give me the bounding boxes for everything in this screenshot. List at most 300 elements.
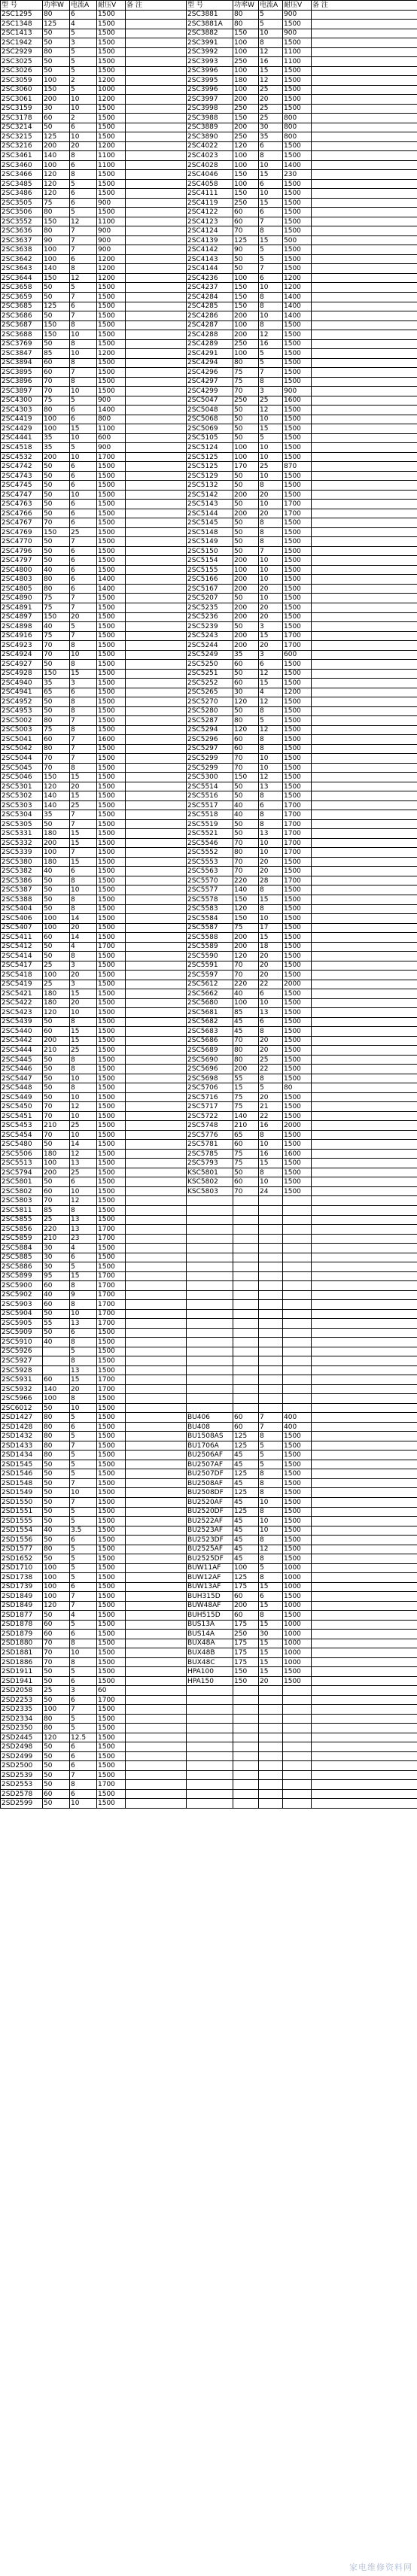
remarks-cell [312, 481, 417, 491]
power-cell [43, 1356, 70, 1366]
table-row [1, 1356, 417, 1366]
current-cell: 8 [70, 1639, 97, 1648]
power-cell [43, 1347, 70, 1356]
model-cell: 2SC5811 [1, 1206, 43, 1216]
model-cell: 2SC3636 [1, 226, 43, 236]
table-row [1, 1394, 417, 1404]
model-cell: 2SC4927 [1, 660, 43, 670]
remarks-cell [312, 838, 417, 848]
remarks-cell [312, 1573, 417, 1583]
table-row [1, 791, 417, 801]
current-cell: 6 [70, 500, 97, 509]
remarks-cell [126, 800, 187, 810]
voltage-cell: 1500 [283, 1497, 312, 1507]
current-cell: 5 [70, 1620, 97, 1630]
model-cell: 2SC5910 [1, 1338, 43, 1347]
power-cell: 80 [43, 47, 70, 57]
voltage-cell: 600 [283, 650, 312, 660]
model-cell [187, 1309, 233, 1319]
current-cell: 7 [70, 744, 97, 754]
remarks-cell [126, 886, 187, 895]
voltage-cell: 1500 [97, 773, 126, 782]
table-row [1, 914, 417, 924]
model-cell: 2SC4743 [1, 471, 43, 481]
table-row [1, 857, 417, 867]
voltage-cell [283, 1384, 312, 1394]
model-cell: 2SD2253 [1, 1695, 43, 1705]
power-cell: 75 [43, 198, 70, 208]
power-cell: 75 [233, 1092, 259, 1102]
current-cell: 6 [70, 1630, 97, 1639]
voltage-cell: 1200 [97, 349, 126, 359]
remarks-cell [126, 1469, 187, 1479]
power-cell: 45 [233, 1017, 259, 1027]
table-row [1, 462, 417, 472]
current-cell: 8 [259, 1554, 283, 1564]
current-cell: 10 [70, 490, 97, 500]
remarks-cell [312, 1121, 417, 1131]
model-cell: 2SC3988 [187, 114, 233, 123]
model-cell: 2SC5305 [1, 819, 43, 829]
current-cell: 7 [70, 1770, 97, 1780]
remarks-cell [312, 1451, 417, 1460]
model-cell: 2SC5124 [187, 443, 233, 453]
voltage-cell: 1500 [97, 500, 126, 509]
model-cell: 2SD1550 [1, 1497, 43, 1507]
voltage-cell: 2000 [283, 1121, 312, 1131]
current-cell: 6 [70, 1695, 97, 1705]
table-row [1, 1196, 417, 1206]
power-cell [233, 1356, 259, 1366]
model-cell: 2SC5686 [187, 1036, 233, 1046]
current-cell: 20 [259, 1046, 283, 1056]
power-cell: 200 [43, 838, 70, 848]
power-cell: 200 [233, 330, 259, 340]
voltage-cell: 1500 [97, 1036, 126, 1046]
power-cell: 150 [233, 773, 259, 782]
table-row [1, 1055, 417, 1065]
model-cell: 2SC5597 [187, 971, 233, 980]
power-cell: 40 [43, 867, 70, 876]
current-cell: 15 [259, 895, 283, 904]
voltage-cell: 1500 [283, 1186, 312, 1196]
remarks-cell [312, 1403, 417, 1413]
model-cell: 2SC3060 [1, 85, 43, 95]
power-cell [233, 1742, 259, 1752]
power-cell: 35 [43, 433, 70, 443]
voltage-cell: 1500 [283, 1027, 312, 1037]
voltage-cell: 1500 [283, 433, 312, 443]
current-cell: 6 [70, 518, 97, 528]
power-cell: 100 [43, 1582, 70, 1592]
model-cell: 2SC5239 [187, 622, 233, 632]
power-cell: 150 [233, 29, 259, 38]
table-row [1, 1742, 417, 1752]
power-cell [233, 1281, 259, 1291]
current-cell: 15 [70, 791, 97, 801]
table-row [1, 556, 417, 566]
voltage-cell [283, 1375, 312, 1385]
power-cell: 35 [43, 679, 70, 688]
remarks-cell [126, 518, 187, 528]
table-row [1, 763, 417, 773]
current-cell: 8 [70, 264, 97, 274]
model-cell: 2SD1879 [1, 1630, 43, 1639]
current-cell: 10 [70, 1488, 97, 1498]
voltage-cell: 1500 [97, 641, 126, 651]
model-cell: 2SD1710 [1, 1563, 43, 1573]
voltage-cell: 1500 [283, 1488, 312, 1498]
remarks-cell [126, 867, 187, 876]
remarks-cell [126, 415, 187, 424]
current-cell: 6 [70, 415, 97, 424]
current-cell: 8 [259, 886, 283, 895]
model-cell: 2SC4287 [187, 320, 233, 330]
voltage-cell: 1500 [97, 1253, 126, 1262]
table-row [1, 1676, 417, 1686]
current-cell: 8 [70, 151, 97, 161]
voltage-cell: 1500 [97, 10, 126, 20]
power-cell: 80 [43, 744, 70, 754]
remarks-cell [126, 1140, 187, 1150]
voltage-cell: 1500 [97, 1742, 126, 1752]
voltage-cell: 1100 [97, 217, 126, 226]
voltage-cell: 1500 [283, 141, 312, 151]
power-cell: 70 [43, 1130, 70, 1140]
voltage-cell: 1500 [97, 1046, 126, 1056]
power-cell: 200 [233, 575, 259, 585]
current-cell: 7 [70, 1497, 97, 1507]
voltage-cell: 1500 [283, 1036, 312, 1046]
voltage-cell: 1500 [97, 1432, 126, 1441]
power-cell [233, 1751, 259, 1761]
model-cell: 2SD2500 [1, 1761, 43, 1771]
current-cell: 6 [70, 1582, 97, 1592]
model-cell [187, 1328, 233, 1338]
power-cell: 25 [43, 1215, 70, 1225]
remarks-cell [126, 500, 187, 509]
model-cell: 2SC5794 [1, 1168, 43, 1177]
table-row [1, 1695, 417, 1705]
model-cell: BUH315D [187, 1592, 233, 1602]
model-cell [187, 1365, 233, 1375]
table-row [1, 1365, 417, 1375]
voltage-cell: 1500 [283, 1507, 312, 1517]
model-cell: 2SC5583 [187, 904, 233, 914]
remarks-cell [312, 1799, 417, 1809]
power-cell: 50 [233, 791, 259, 801]
remarks-cell [126, 132, 187, 142]
remarks-cell [312, 1177, 417, 1187]
voltage-cell: 1500 [97, 612, 126, 622]
current-cell: 15 [259, 1601, 283, 1611]
model-cell: 2SC4111 [187, 189, 233, 199]
voltage-cell: 1500 [97, 292, 126, 302]
current-cell [259, 1215, 283, 1225]
remarks-cell [312, 330, 417, 340]
current-cell: 15 [70, 1271, 97, 1281]
table-row [1, 264, 417, 274]
remarks-cell [126, 509, 187, 518]
current-cell: 15 [259, 933, 283, 943]
voltage-cell: 1500 [283, 857, 312, 867]
power-cell: 50 [43, 1761, 70, 1771]
current-cell: 6 [70, 123, 97, 132]
power-cell: 50 [43, 509, 70, 518]
current-cell: 15 [259, 1648, 283, 1658]
remarks-cell [126, 1751, 187, 1761]
model-cell: 2SC5388 [1, 895, 43, 904]
power-cell: 100 [43, 1159, 70, 1168]
model-cell: 2SC5150 [187, 546, 233, 556]
power-cell: 200 [233, 942, 259, 952]
power-cell: 150 [43, 217, 70, 226]
model-cell: 2SC5105 [187, 433, 233, 443]
current-cell: 8 [70, 1065, 97, 1074]
remarks-cell [126, 876, 187, 886]
current-cell: 6 [70, 189, 97, 199]
voltage-cell: 1500 [283, 942, 312, 952]
model-cell [187, 1262, 233, 1272]
power-cell: 50 [43, 1065, 70, 1074]
table-row [1, 810, 417, 820]
remarks-cell [312, 697, 417, 707]
power-cell: 200 [233, 603, 259, 613]
current-cell: 8 [70, 1083, 97, 1093]
power-cell: 95 [43, 1271, 70, 1281]
model-cell: 2SC4028 [187, 160, 233, 170]
voltage-cell: 1500 [283, 594, 312, 603]
current-cell: 13 [70, 1159, 97, 1168]
current-cell: 15 [70, 424, 97, 434]
voltage-cell: 1500 [97, 1074, 126, 1083]
voltage-cell: 900 [283, 10, 312, 20]
remarks-cell [312, 1083, 417, 1093]
power-cell: 125 [233, 1488, 259, 1498]
remarks-cell [312, 170, 417, 180]
model-cell: 2SD1555 [1, 1517, 43, 1526]
power-cell: 100 [43, 76, 70, 86]
current-cell: 6 [70, 481, 97, 491]
voltage-cell: 1100 [97, 160, 126, 170]
model-cell: 2SC5155 [187, 565, 233, 575]
model-cell: 2SC1295 [1, 10, 43, 20]
power-cell: 150 [233, 292, 259, 302]
voltage-cell: 1500 [97, 989, 126, 999]
model-cell: 2SC5382 [1, 867, 43, 876]
current-cell: 10 [70, 1309, 97, 1319]
remarks-cell [126, 895, 187, 904]
power-cell: 125 [233, 1507, 259, 1517]
remarks-cell [312, 1008, 417, 1018]
current-cell: 5 [70, 283, 97, 293]
remarks-cell [126, 838, 187, 848]
current-cell: 8 [70, 763, 97, 773]
voltage-cell: 1500 [283, 669, 312, 679]
power-cell: 80 [233, 1046, 259, 1056]
current-cell: 7 [259, 217, 283, 226]
voltage-cell: 900 [283, 387, 312, 396]
table-row [1, 575, 417, 585]
remarks-cell [312, 1149, 417, 1159]
model-cell: 2SC3025 [1, 57, 43, 67]
remarks-cell [126, 744, 187, 754]
table-row [1, 1328, 417, 1338]
model-cell: 2SC4022 [187, 141, 233, 151]
voltage-cell: 1700 [97, 1300, 126, 1310]
remarks-cell [126, 1497, 187, 1507]
power-cell: 140 [43, 791, 70, 801]
power-cell: 250 [233, 104, 259, 114]
model-cell: 2SC4763 [1, 500, 43, 509]
voltage-cell: 1500 [97, 1017, 126, 1027]
model-cell: BU408 [187, 1422, 233, 1432]
remarks-cell [312, 339, 417, 349]
power-cell: 60 [43, 933, 70, 943]
power-cell: 50 [233, 518, 259, 528]
voltage-cell: 1500 [283, 490, 312, 500]
voltage-cell [283, 1253, 312, 1262]
power-cell: 150 [233, 189, 259, 199]
power-cell: 150 [233, 895, 259, 904]
current-cell [259, 1356, 283, 1366]
remarks-cell [312, 1517, 417, 1526]
model-cell: 2SC2929 [1, 47, 43, 57]
voltage-cell: 1700 [97, 1319, 126, 1329]
current-cell: 5 [70, 1667, 97, 1677]
power-cell: 250 [233, 57, 259, 67]
model-cell: 2SC4123 [187, 217, 233, 226]
power-cell: 70 [233, 867, 259, 876]
voltage-cell: 1400 [283, 292, 312, 302]
power-cell: 60 [233, 208, 259, 217]
model-cell: 2SC5450 [1, 1102, 43, 1112]
voltage-cell: 1500 [97, 1027, 126, 1037]
model-cell: 2SC5265 [187, 688, 233, 697]
remarks-cell [312, 141, 417, 151]
remarks-cell [126, 1705, 187, 1715]
power-cell: 50 [43, 462, 70, 472]
power-cell: 25 [43, 1686, 70, 1696]
model-cell: 2SC3993 [187, 57, 233, 67]
model-cell: 2SC3890 [187, 132, 233, 142]
current-cell: 10 [70, 886, 97, 895]
power-cell: 220 [43, 1225, 70, 1235]
model-cell: 2SC3995 [187, 76, 233, 86]
current-cell: 12 [70, 217, 97, 226]
current-cell: 5 [70, 396, 97, 406]
remarks-cell [126, 1403, 187, 1413]
current-cell: 4 [259, 688, 283, 697]
table-row [1, 1648, 417, 1658]
table-row [1, 1149, 417, 1159]
model-cell: 2SC5419 [1, 980, 43, 989]
voltage-cell: 1700 [283, 810, 312, 820]
model-cell: 2SC4284 [187, 292, 233, 302]
table-row [1, 819, 417, 829]
power-cell: 70 [43, 1196, 70, 1206]
voltage-cell: 1500 [283, 706, 312, 716]
power-cell: 50 [43, 537, 70, 547]
remarks-cell [126, 339, 187, 349]
power-cell: 75 [43, 594, 70, 603]
model-cell: 2SC3643 [1, 264, 43, 274]
current-cell [259, 1290, 283, 1300]
voltage-cell: 1500 [97, 1478, 126, 1488]
model-cell: 2SC5143 [187, 500, 233, 509]
model-cell: 2SC5696 [187, 1065, 233, 1074]
model-cell: 2SC5717 [187, 1102, 233, 1112]
current-cell: 22 [259, 1111, 283, 1121]
power-cell [233, 1394, 259, 1404]
remarks-cell [126, 1695, 187, 1705]
model-cell: 2SD1577 [1, 1545, 43, 1554]
model-cell: KSC5801 [187, 1168, 233, 1177]
table-row [1, 1140, 417, 1150]
current-cell: 20 [259, 867, 283, 876]
current-cell [259, 1338, 283, 1347]
model-cell: 2SC5331 [1, 829, 43, 839]
model-cell: 2SD2498 [1, 1742, 43, 1752]
voltage-cell: 1500 [97, 1611, 126, 1621]
voltage-cell: 1700 [97, 942, 126, 952]
current-cell: 5 [259, 1563, 283, 1573]
power-cell: 70 [233, 971, 259, 980]
remarks-cell [126, 1507, 187, 1517]
model-cell: 2SC5928 [1, 1365, 43, 1375]
power-cell: 45 [233, 1554, 259, 1564]
table-row [1, 1319, 417, 1329]
power-cell: 70 [233, 226, 259, 236]
remarks-cell [312, 95, 417, 105]
model-cell: 2SC4144 [187, 264, 233, 274]
voltage-cell: 1500 [97, 189, 126, 199]
power-cell: 50 [233, 527, 259, 537]
power-cell: 90 [233, 245, 259, 255]
power-cell: 150 [43, 320, 70, 330]
voltage-cell: 1100 [97, 424, 126, 434]
model-cell [187, 1234, 233, 1244]
current-cell: 8 [70, 725, 97, 735]
power-cell: 100 [43, 424, 70, 434]
power-cell: 75 [43, 631, 70, 641]
model-cell: 2SC4297 [187, 377, 233, 387]
current-cell: 22 [259, 980, 283, 989]
current-cell: 20 [259, 603, 283, 613]
current-cell: 12 [259, 47, 283, 57]
current-cell: 8 [259, 819, 283, 829]
power-cell: 70 [43, 754, 70, 764]
voltage-cell: 1500 [283, 1074, 312, 1083]
current-cell: 7 [259, 546, 283, 556]
voltage-cell [283, 1724, 312, 1733]
model-cell: 2SC5445 [1, 1055, 43, 1065]
table-row [1, 735, 417, 745]
table-row [1, 198, 417, 208]
remarks-cell [126, 1149, 187, 1159]
table-row [1, 38, 417, 48]
voltage-cell: 1500 [283, 1065, 312, 1074]
power-cell: 50 [43, 1695, 70, 1705]
current-cell: 14 [70, 933, 97, 943]
voltage-cell: 1500 [97, 800, 126, 810]
current-cell: 6 [70, 546, 97, 556]
table-row [1, 923, 417, 933]
remarks-cell [126, 95, 187, 105]
power-cell: 150 [233, 914, 259, 924]
current-cell: 10 [70, 95, 97, 105]
remarks-cell [126, 57, 187, 67]
